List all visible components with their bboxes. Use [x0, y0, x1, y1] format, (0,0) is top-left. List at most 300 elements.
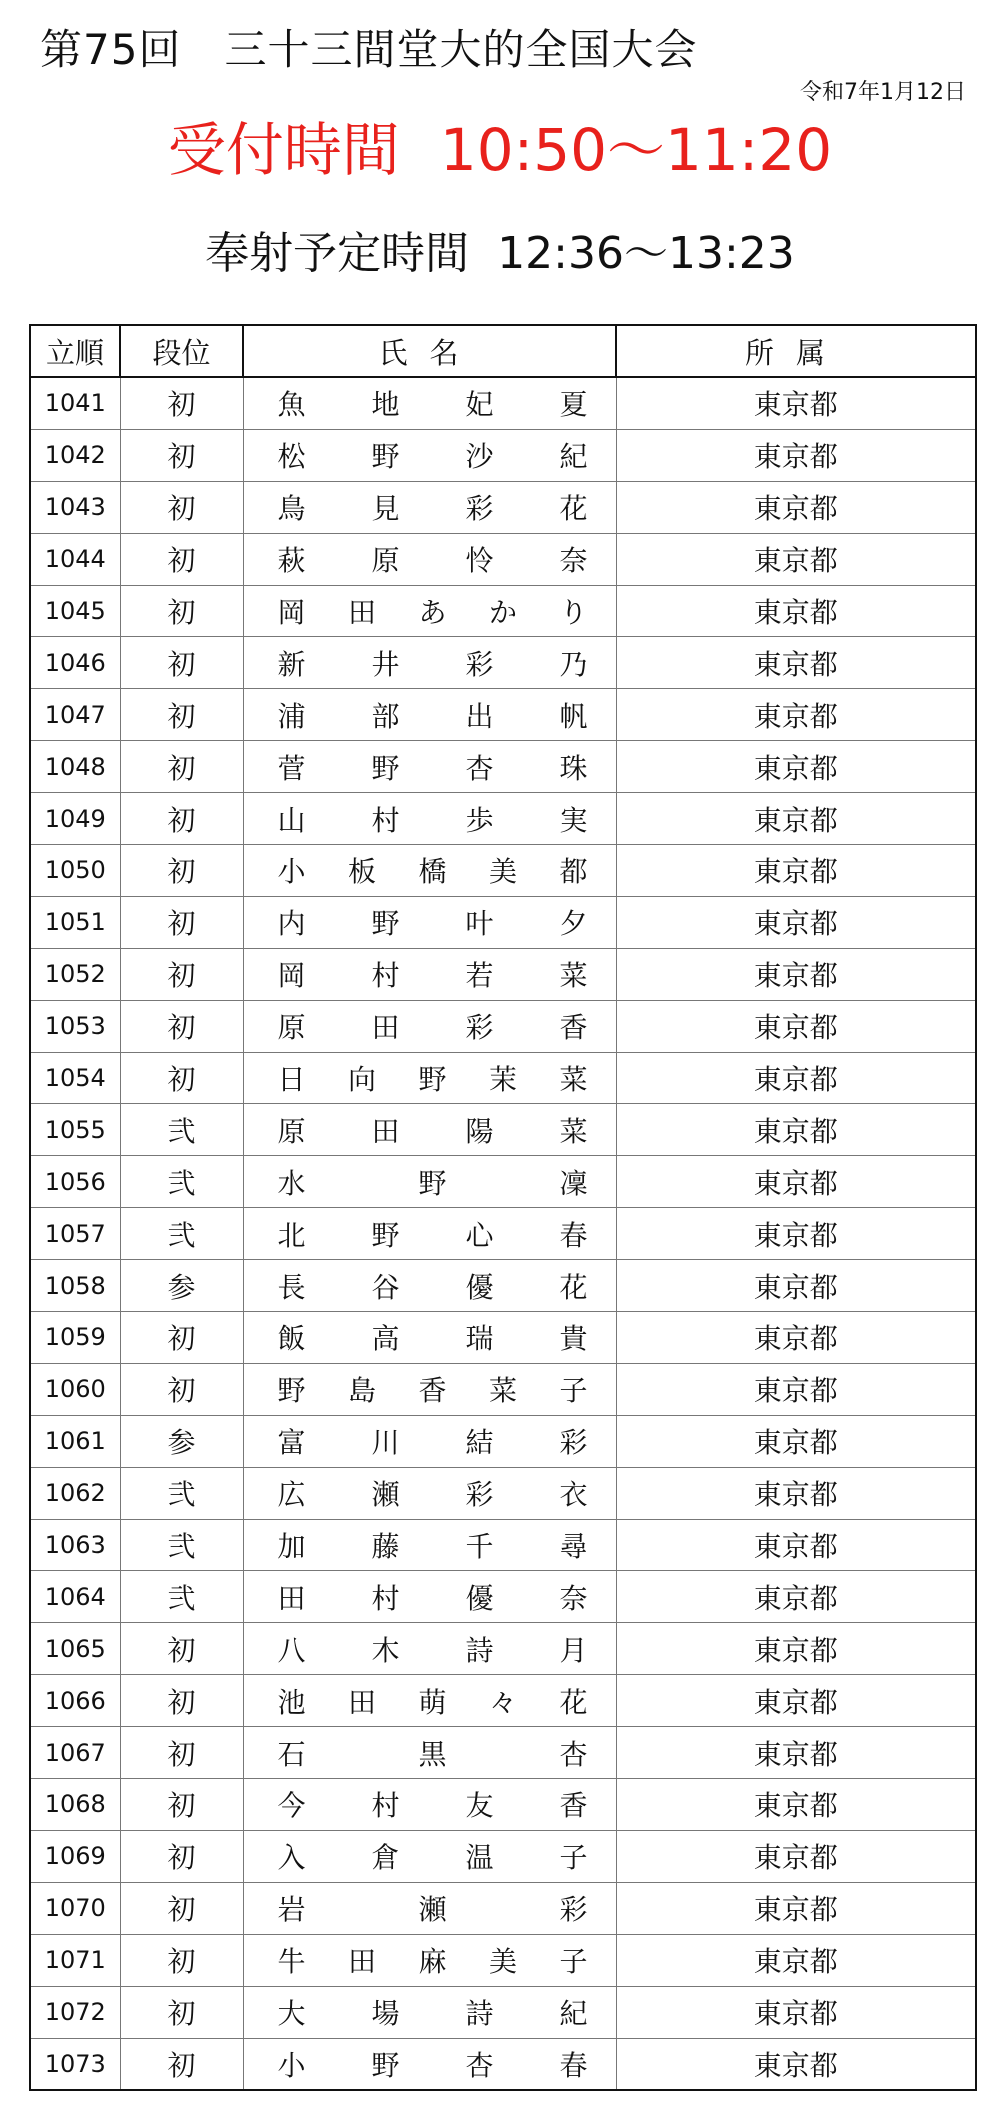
name-character: 田 [277, 1581, 306, 1615]
name-characters [278, 1681, 588, 1721]
name-character: 田 [347, 1685, 376, 1719]
order-number: 1050 [30, 845, 120, 897]
name-character: 田 [347, 596, 376, 629]
rank-cell: 参 [120, 1260, 243, 1312]
name-character: 野 [371, 751, 400, 785]
name-character: 村 [371, 959, 400, 993]
table-row [30, 1000, 976, 1052]
name-character: 都 [559, 855, 588, 889]
name-character: 菜 [488, 1374, 517, 1408]
name-characters [278, 643, 588, 683]
order-number: 1066 [30, 1675, 120, 1727]
affiliation-cell: 東京都 [616, 1623, 976, 1675]
table-row [30, 2038, 976, 2090]
shooting-time-line [0, 222, 1000, 286]
rank-cell: 初 [120, 689, 243, 741]
affiliation-cell: 東京都 [616, 1052, 976, 1104]
table-row [30, 1675, 976, 1727]
rank-cell: 参 [120, 1415, 243, 1467]
name-cell [243, 1519, 616, 1571]
table-row [30, 481, 976, 533]
name-character: 夏 [559, 388, 588, 422]
reception-label: 受付時間 [167, 116, 400, 184]
name-characters [278, 591, 588, 631]
name-cell [243, 585, 616, 637]
order-number: 1061 [30, 1415, 120, 1467]
affiliation-cell: 東京都 [616, 1675, 976, 1727]
name-character: 陽 [465, 1114, 494, 1148]
name-character: 野 [418, 1166, 447, 1200]
table-row [30, 637, 976, 689]
order-number: 1072 [30, 1986, 120, 2038]
name-characters [278, 1266, 588, 1306]
reception-time: 10:50～11:20 [439, 116, 833, 184]
name-character: 瑞 [465, 1322, 494, 1356]
rank-cell: 初 [120, 1363, 243, 1415]
rank-cell: 初 [120, 1986, 243, 2038]
name-characters [278, 539, 588, 579]
name-cell [243, 481, 616, 533]
name-character: 水 [277, 1166, 306, 1200]
name-character: 岡 [277, 596, 306, 629]
order-number: 1062 [30, 1467, 120, 1519]
reception-time-line [0, 110, 1000, 190]
name-character: 香 [559, 1011, 588, 1045]
name-characters [278, 1110, 588, 1150]
table-row [30, 377, 976, 429]
name-character: 彩 [465, 1478, 494, 1512]
roster-table [29, 324, 977, 2091]
affiliation-cell: 東京都 [616, 1727, 976, 1779]
table-row [30, 533, 976, 585]
name-character: 田 [371, 1114, 400, 1148]
name-characters [278, 1992, 588, 2032]
name-character: 麻 [418, 1945, 447, 1979]
affiliation-cell: 東京都 [616, 1208, 976, 1260]
name-characters [278, 954, 588, 994]
affiliation-cell: 東京都 [616, 948, 976, 1000]
name-character: 浦 [277, 699, 306, 733]
column-header-order: 立順 [30, 325, 120, 377]
order-number: 1054 [30, 1052, 120, 1104]
name-cell [243, 533, 616, 585]
table-row [30, 1052, 976, 1104]
name-cell [243, 1571, 616, 1623]
affiliation-cell: 東京都 [616, 1104, 976, 1156]
name-character: 富 [277, 1426, 306, 1460]
name-character: 今 [277, 1789, 306, 1823]
table-row [30, 1363, 976, 1415]
name-characters [278, 747, 588, 787]
name-character: 谷 [371, 1270, 400, 1304]
name-character: 帆 [559, 699, 588, 733]
name-character: 島 [347, 1374, 376, 1408]
affiliation-cell: 東京都 [616, 896, 976, 948]
order-number: 1073 [30, 2038, 120, 2090]
name-character: 木 [371, 1633, 400, 1667]
name-cell [243, 845, 616, 897]
roster-body [30, 377, 976, 2090]
name-character: 香 [418, 1374, 447, 1408]
name-character: 菜 [559, 959, 588, 993]
shooting-time: 12:36～13:23 [497, 228, 795, 279]
affiliation-cell: 東京都 [616, 1467, 976, 1519]
affiliation-cell: 東京都 [616, 793, 976, 845]
rank-cell: 初 [120, 1312, 243, 1364]
affiliation-cell: 東京都 [616, 1156, 976, 1208]
name-cell [243, 1208, 616, 1260]
name-cell [243, 896, 616, 948]
name-character: 野 [371, 440, 400, 474]
name-character: 村 [371, 1581, 400, 1615]
name-character: 日 [277, 1063, 306, 1097]
name-character: 香 [559, 1789, 588, 1823]
column-header-affiliation: 所属 [616, 325, 976, 377]
name-character: 奈 [559, 544, 588, 578]
name-character: 杏 [559, 1737, 588, 1771]
name-character: 子 [559, 1841, 588, 1875]
affiliation-cell: 東京都 [616, 533, 976, 585]
name-character: 詩 [465, 1633, 494, 1667]
name-character: 井 [371, 647, 400, 681]
order-number: 1059 [30, 1312, 120, 1364]
rank-cell: 初 [120, 2038, 243, 2090]
name-characters [278, 1733, 588, 1773]
rank-cell: 初 [120, 1052, 243, 1104]
name-character: 花 [559, 492, 588, 526]
name-character: 部 [371, 699, 400, 733]
name-character: 鳥 [277, 492, 306, 526]
affiliation-cell: 東京都 [616, 1519, 976, 1571]
name-character: 藤 [371, 1530, 400, 1564]
name-character: 歩 [465, 803, 494, 837]
order-number: 1065 [30, 1623, 120, 1675]
table-row [30, 1727, 976, 1779]
name-cell [243, 1104, 616, 1156]
name-character: 新 [277, 647, 306, 681]
table-row [30, 1571, 976, 1623]
name-character: 野 [371, 907, 400, 941]
name-character: 杏 [465, 2048, 494, 2082]
table-row [30, 429, 976, 481]
name-cell [243, 1779, 616, 1831]
table-row [30, 896, 976, 948]
order-number: 1055 [30, 1104, 120, 1156]
name-character: 々 [488, 1685, 517, 1719]
name-characters [278, 1058, 588, 1098]
name-character: 萌 [418, 1685, 447, 1719]
name-character: 石 [277, 1737, 306, 1771]
affiliation-cell: 東京都 [616, 1415, 976, 1467]
table-row [30, 1623, 976, 1675]
order-number: 1067 [30, 1727, 120, 1779]
name-character: 花 [559, 1270, 588, 1304]
name-cell [243, 1882, 616, 1934]
name-character: 茉 [488, 1063, 517, 1097]
table-row [30, 793, 976, 845]
name-character: 黒 [418, 1737, 447, 1771]
affiliation-cell: 東京都 [616, 1779, 976, 1831]
rank-cell: 初 [120, 1675, 243, 1727]
name-character: 沙 [465, 440, 494, 474]
name-character: 長 [277, 1270, 306, 1304]
name-character: 内 [277, 907, 306, 941]
affiliation-cell: 東京都 [616, 585, 976, 637]
order-number: 1070 [30, 1882, 120, 1934]
name-cell [243, 1415, 616, 1467]
name-characters [278, 799, 588, 839]
affiliation-cell: 東京都 [616, 1934, 976, 1986]
name-character: 杏 [465, 751, 494, 785]
table-row [30, 689, 976, 741]
order-number: 1052 [30, 948, 120, 1000]
rank-cell: 初 [120, 741, 243, 793]
table-row [30, 1312, 976, 1364]
affiliation-cell: 東京都 [616, 2038, 976, 2090]
event-date: 令和7年1月12日 [800, 80, 966, 105]
order-number: 1068 [30, 1779, 120, 1831]
order-number: 1069 [30, 1830, 120, 1882]
order-number: 1041 [30, 377, 120, 429]
name-cell [243, 2038, 616, 2090]
name-character: 原 [371, 544, 400, 578]
name-characters [278, 1525, 588, 1565]
name-character: り [559, 596, 588, 629]
affiliation-cell: 東京都 [616, 741, 976, 793]
name-character: 北 [277, 1218, 306, 1252]
name-characters [278, 1317, 588, 1357]
affiliation-cell: 東京都 [616, 1363, 976, 1415]
rank-cell: 弐 [120, 1156, 243, 1208]
name-cell [243, 377, 616, 429]
name-cell [243, 1260, 616, 1312]
rank-cell: 初 [120, 1934, 243, 1986]
name-character: 紀 [559, 440, 588, 474]
name-character: 実 [559, 803, 588, 837]
name-character: 春 [559, 2048, 588, 2082]
name-character: 飯 [277, 1322, 306, 1356]
name-character: 牛 [277, 1945, 306, 1979]
name-cell [243, 1000, 616, 1052]
name-character: 友 [465, 1789, 494, 1823]
name-character: 春 [559, 1218, 588, 1252]
name-characters [278, 1421, 588, 1461]
name-character: 紀 [559, 1997, 588, 2031]
name-character: 小 [277, 2048, 306, 2082]
order-number: 1058 [30, 1260, 120, 1312]
name-character: 川 [371, 1426, 400, 1460]
name-characters [278, 487, 588, 527]
name-character: 美 [488, 855, 517, 889]
name-characters [278, 2044, 588, 2084]
name-character: 出 [465, 699, 494, 733]
rank-cell: 初 [120, 429, 243, 481]
order-number: 1071 [30, 1934, 120, 1986]
order-number: 1063 [30, 1519, 120, 1571]
name-character: 優 [465, 1270, 494, 1304]
name-character: 野 [277, 1374, 306, 1408]
name-character: 月 [559, 1633, 588, 1667]
order-number: 1056 [30, 1156, 120, 1208]
order-number: 1045 [30, 585, 120, 637]
name-cell [243, 429, 616, 481]
rank-cell: 初 [120, 1882, 243, 1934]
name-character: 彩 [465, 492, 494, 526]
name-cell [243, 1312, 616, 1364]
name-character: 彩 [559, 1426, 588, 1460]
name-characters [278, 435, 588, 475]
order-number: 1051 [30, 896, 120, 948]
rank-cell: 初 [120, 896, 243, 948]
table-row [30, 1882, 976, 1934]
rank-cell: 初 [120, 481, 243, 533]
name-character: 向 [347, 1063, 376, 1097]
name-cell [243, 1675, 616, 1727]
name-character: 田 [371, 1011, 400, 1045]
name-cell [243, 1830, 616, 1882]
name-characters [278, 695, 588, 735]
name-character: 加 [277, 1530, 306, 1564]
table-row [30, 1104, 976, 1156]
table-row [30, 845, 976, 897]
name-characters [278, 1836, 588, 1876]
name-character: 彩 [465, 647, 494, 681]
name-character: 詩 [465, 1997, 494, 2031]
table-row [30, 948, 976, 1000]
name-character: 奈 [559, 1581, 588, 1615]
name-character: 妃 [465, 388, 494, 422]
table-row [30, 1208, 976, 1260]
name-cell [243, 1623, 616, 1675]
rank-cell: 初 [120, 1779, 243, 1831]
name-character: 心 [465, 1218, 494, 1252]
order-number: 1057 [30, 1208, 120, 1260]
name-character: 小 [277, 855, 306, 889]
name-characters [278, 850, 588, 890]
name-characters [278, 1006, 588, 1046]
affiliation-cell: 東京都 [616, 1830, 976, 1882]
name-characters [278, 1473, 588, 1513]
name-character: 瀬 [418, 1893, 447, 1927]
rank-cell: 初 [120, 637, 243, 689]
affiliation-cell: 東京都 [616, 481, 976, 533]
name-character: 凜 [559, 1166, 588, 1200]
name-character: 八 [277, 1633, 306, 1667]
order-number: 1042 [30, 429, 120, 481]
affiliation-cell: 東京都 [616, 377, 976, 429]
rank-cell: 初 [120, 377, 243, 429]
name-characters [278, 1940, 588, 1980]
name-characters [278, 1888, 588, 1928]
table-row [30, 1519, 976, 1571]
name-characters [278, 902, 588, 942]
table-row [30, 1260, 976, 1312]
order-number: 1046 [30, 637, 120, 689]
name-cell [243, 637, 616, 689]
name-cell [243, 1727, 616, 1779]
table-row [30, 1779, 976, 1831]
name-characters [278, 1162, 588, 1202]
name-character: 結 [465, 1426, 494, 1460]
name-cell [243, 948, 616, 1000]
rank-cell: 弐 [120, 1519, 243, 1571]
affiliation-cell: 東京都 [616, 1571, 976, 1623]
name-character: 子 [559, 1374, 588, 1408]
order-number: 1047 [30, 689, 120, 741]
name-character: 彩 [465, 1011, 494, 1045]
name-character: 珠 [559, 751, 588, 785]
rank-cell: 初 [120, 585, 243, 637]
rank-cell: 弐 [120, 1571, 243, 1623]
name-character: 入 [277, 1841, 306, 1875]
name-character: 子 [559, 1945, 588, 1979]
name-character: 場 [371, 1997, 400, 2031]
name-character: 岡 [277, 959, 306, 993]
table-row [30, 1156, 976, 1208]
rank-cell: 初 [120, 845, 243, 897]
name-character: 菜 [559, 1114, 588, 1148]
table-header-row [30, 325, 976, 377]
affiliation-cell: 東京都 [616, 845, 976, 897]
name-character: 村 [371, 1789, 400, 1823]
name-character: 倉 [371, 1841, 400, 1875]
order-number: 1064 [30, 1571, 120, 1623]
name-character: 松 [277, 440, 306, 474]
name-character: 尋 [559, 1530, 588, 1564]
order-number: 1048 [30, 741, 120, 793]
shooting-label: 奉射予定時間 [205, 228, 470, 279]
name-characters [278, 1369, 588, 1409]
name-character: 彩 [559, 1893, 588, 1927]
name-character: 夕 [559, 907, 588, 941]
name-character: 魚 [277, 388, 306, 422]
rank-cell: 初 [120, 533, 243, 585]
order-number: 1049 [30, 793, 120, 845]
name-character: 野 [371, 2048, 400, 2082]
name-character: 瀬 [371, 1478, 400, 1512]
name-character: 叶 [465, 907, 494, 941]
affiliation-cell: 東京都 [616, 1882, 976, 1934]
name-characters [278, 1629, 588, 1669]
name-cell [243, 689, 616, 741]
order-number: 1053 [30, 1000, 120, 1052]
name-character: 菅 [277, 751, 306, 785]
name-characters [278, 383, 588, 423]
rank-cell: 初 [120, 1830, 243, 1882]
order-number: 1060 [30, 1363, 120, 1415]
table-row [30, 1467, 976, 1519]
name-character: 岩 [277, 1893, 306, 1927]
column-header-name: 氏名 [243, 325, 616, 377]
rank-cell: 初 [120, 1727, 243, 1779]
affiliation-cell: 東京都 [616, 1312, 976, 1364]
name-character: 高 [371, 1322, 400, 1356]
name-character: 若 [465, 959, 494, 993]
name-character: 野 [371, 1218, 400, 1252]
name-character: 貴 [559, 1322, 588, 1356]
order-number: 1043 [30, 481, 120, 533]
name-character: 山 [277, 803, 306, 837]
affiliation-cell: 東京都 [616, 689, 976, 741]
name-cell [243, 1156, 616, 1208]
name-character: 原 [277, 1114, 306, 1148]
table-row [30, 1830, 976, 1882]
name-characters [278, 1784, 588, 1824]
name-character: 広 [277, 1478, 306, 1512]
name-character: 田 [347, 1945, 376, 1979]
name-character: 温 [465, 1841, 494, 1875]
name-character: 野 [418, 1063, 447, 1097]
